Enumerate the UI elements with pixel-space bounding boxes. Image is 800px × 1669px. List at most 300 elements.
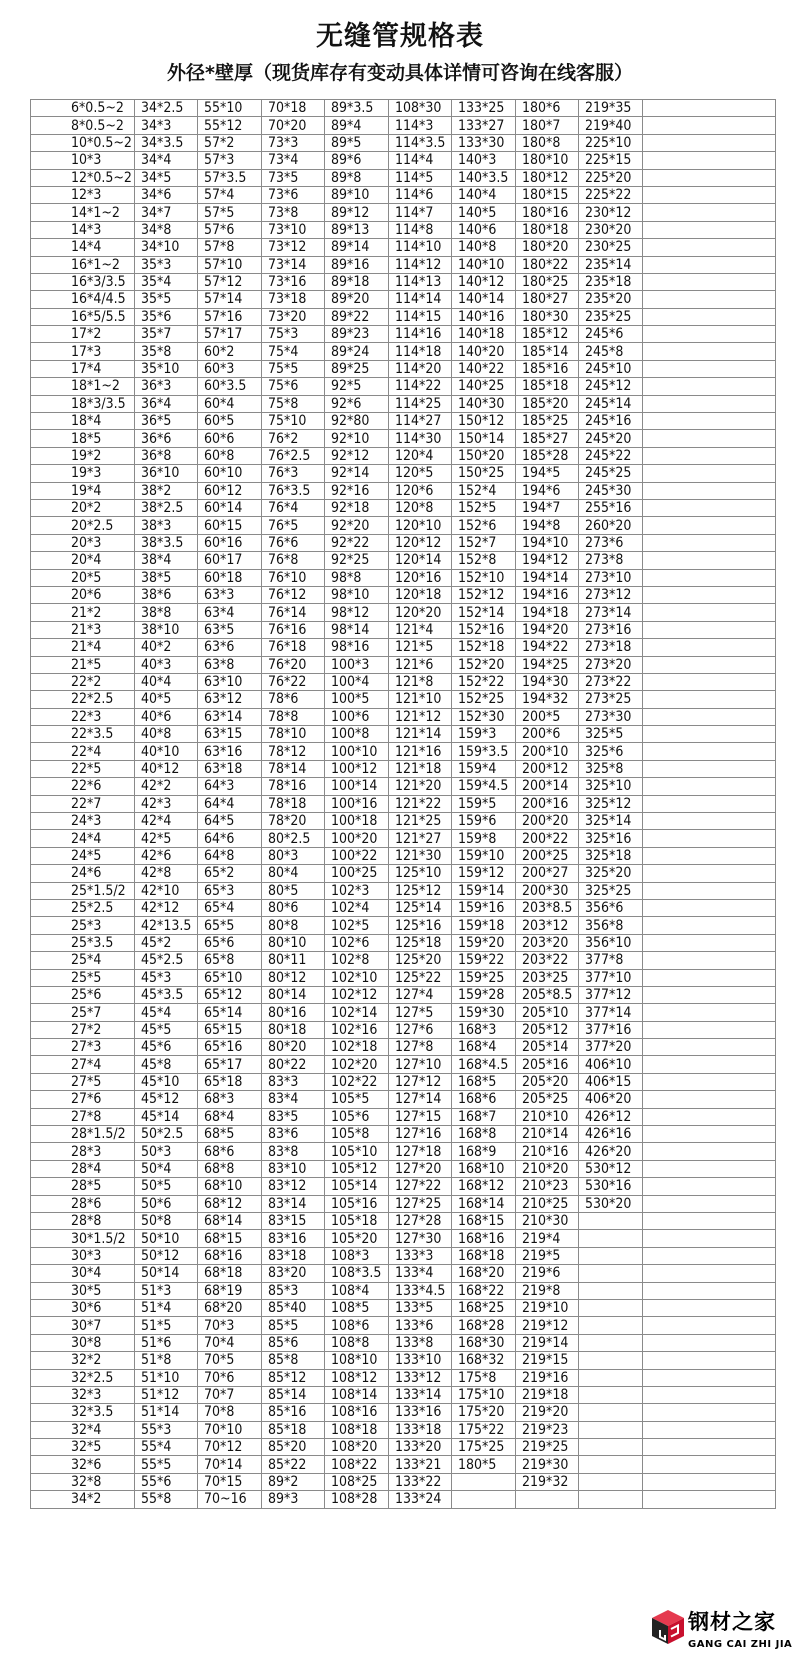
spec-cell: 63*18 [198,760,262,777]
spec-cell: 120*4 [389,447,452,464]
spec-cell: 60*15 [198,517,262,534]
spec-cell: 159*8 [452,830,516,847]
spec-cell: 168*32 [452,1352,516,1369]
spec-cell: 35*10 [135,360,198,377]
spec-cell: 22*3.5 [31,726,135,743]
spec-cell: 108*4 [325,1282,389,1299]
spec-cell: 200*30 [516,882,579,899]
spec-cell: 133*10 [389,1352,452,1369]
spec-cell: 219*40 [579,117,643,134]
spec-cell [452,1491,516,1508]
table-row [31,1021,776,1038]
spec-cell: 45*2 [135,934,198,951]
spec-cell: 25*3.5 [31,934,135,951]
spec-cell: 65*4 [198,899,262,916]
table-row [31,117,776,134]
table-row [31,1421,776,1438]
spec-cell: 273*25 [579,691,643,708]
spec-cell: 73*5 [262,169,325,186]
spec-cell: 60*16 [198,534,262,551]
spec-cell: 152*5 [452,499,516,516]
spec-cell: 260*20 [579,517,643,534]
spec-cell: 114*3 [389,117,452,134]
spec-cell: 150*20 [452,447,516,464]
spec-cell [643,1126,776,1143]
spec-cell: 57*16 [198,308,262,325]
spec-cell: 108*30 [389,100,452,117]
spec-cell [643,1021,776,1038]
spec-cell [643,760,776,777]
spec-cell [643,1439,776,1456]
spec-cell: 92*18 [325,499,389,516]
spec-cell: 92*80 [325,413,389,430]
spec-cell: 180*18 [516,221,579,238]
table-row [31,1317,776,1334]
spec-cell: 194*12 [516,552,579,569]
spec-cell [643,639,776,656]
spec-cell: 235*25 [579,308,643,325]
spec-cell [643,517,776,534]
spec-cell: 51*4 [135,1299,198,1316]
spec-cell [579,1317,643,1334]
spec-cell: 200*22 [516,830,579,847]
spec-cell: 65*10 [198,969,262,986]
spec-cell: 159*6 [452,813,516,830]
spec-cell: 102*14 [325,1004,389,1021]
spec-cell: 68*20 [198,1299,262,1316]
table-row [31,1195,776,1212]
spec-cell: 205*8.5 [516,986,579,1003]
spec-cell: 51*10 [135,1369,198,1386]
spec-cell [643,1160,776,1177]
spec-cell: 114*6 [389,186,452,203]
spec-cell: 80*11 [262,952,325,969]
spec-cell: 34*10 [135,239,198,256]
spec-cell: 68*6 [198,1143,262,1160]
spec-cell: 205*20 [516,1073,579,1090]
spec-cell: 35*3 [135,256,198,273]
spec-cell [643,1386,776,1403]
spec-cell: 159*16 [452,899,516,916]
spec-cell: 168*16 [452,1230,516,1247]
spec-cell: 120*5 [389,465,452,482]
spec-cell: 19*2 [31,447,135,464]
spec-cell: 325*18 [579,847,643,864]
spec-cell: 108*3 [325,1247,389,1264]
spec-cell: 180*20 [516,239,579,256]
spec-cell: 80*3 [262,847,325,864]
spec-cell: 10*0.5~2 [31,134,135,151]
spec-cell: 121*25 [389,813,452,830]
spec-cell: 64*4 [198,795,262,812]
spec-cell: 17*2 [31,326,135,343]
table-row [31,256,776,273]
spec-cell [643,239,776,256]
spec-cell: 140*3.5 [452,169,516,186]
spec-cell: 102*10 [325,969,389,986]
spec-cell: 230*12 [579,204,643,221]
spec-cell: 78*8 [262,708,325,725]
spec-cell: 42*5 [135,830,198,847]
spec-cell: 200*25 [516,847,579,864]
spec-cell: 102*12 [325,986,389,1003]
spec-cell: 68*4 [198,1108,262,1125]
spec-cell: 34*2 [31,1491,135,1508]
spec-cell: 78*18 [262,795,325,812]
table-row [31,639,776,656]
spec-cell: 98*10 [325,586,389,603]
spec-cell: 140*12 [452,273,516,290]
spec-cell: 68*12 [198,1195,262,1212]
spec-cell: 16*4/4.5 [31,291,135,308]
spec-cell: 25*2.5 [31,899,135,916]
table-row [31,552,776,569]
spec-cell: 92*5 [325,378,389,395]
spec-cell: 205*10 [516,1004,579,1021]
spec-cell: 210*23 [516,1178,579,1195]
spec-cell: 200*20 [516,813,579,830]
spec-cell: 6*0.5~2 [31,100,135,117]
spec-cell: 152*4 [452,482,516,499]
spec-cell: 102*22 [325,1073,389,1090]
spec-cell: 185*28 [516,447,579,464]
spec-cell: 219*30 [516,1456,579,1473]
spec-cell: 83*15 [262,1213,325,1230]
spec-cell [643,1056,776,1073]
spec-cell: 57*8 [198,239,262,256]
spec-cell: 65*2 [198,865,262,882]
spec-cell [643,413,776,430]
spec-cell: 55*4 [135,1439,198,1456]
spec-cell: 27*5 [31,1073,135,1090]
spec-cell: 219*4 [516,1230,579,1247]
spec-cell [643,847,776,864]
spec-cell [452,1473,516,1490]
spec-cell: 8*0.5~2 [31,117,135,134]
spec-cell [643,169,776,186]
spec-cell: 120*18 [389,586,452,603]
spec-cell [579,1230,643,1247]
spec-cell: 105*18 [325,1213,389,1230]
spec-cell: 80*4 [262,865,325,882]
spec-cell: 159*10 [452,847,516,864]
table-row [31,360,776,377]
spec-cell: 75*6 [262,378,325,395]
spec-cell: 102*4 [325,899,389,916]
table-row [31,1091,776,1108]
spec-cell: 219*5 [516,1247,579,1264]
spec-cell: 85*20 [262,1439,325,1456]
spec-cell: 36*6 [135,430,198,447]
spec-cell: 168*5 [452,1073,516,1090]
spec-cell: 45*10 [135,1073,198,1090]
spec-cell: 68*19 [198,1282,262,1299]
spec-cell [579,1352,643,1369]
spec-cell: 100*22 [325,847,389,864]
spec-cell: 76*2.5 [262,447,325,464]
spec-cell: 70*8 [198,1404,262,1421]
spec-cell: 120*10 [389,517,452,534]
spec-cell: 80*14 [262,986,325,1003]
spec-cell: 127*18 [389,1143,452,1160]
spec-cell: 57*4 [198,186,262,203]
spec-cell: 89*10 [325,186,389,203]
spec-cell: 120*8 [389,499,452,516]
spec-cell: 168*20 [452,1265,516,1282]
spec-cell: 159*22 [452,952,516,969]
spec-cell: 50*10 [135,1230,198,1247]
spec-cell: 60*4 [198,395,262,412]
spec-cell [643,273,776,290]
spec-cell: 100*3 [325,656,389,673]
spec-cell: 85*18 [262,1421,325,1438]
spec-cell: 406*20 [579,1091,643,1108]
spec-cell: 70*3 [198,1317,262,1334]
spec-cell: 45*8 [135,1056,198,1073]
spec-cell: 70~16 [198,1491,262,1508]
spec-cell: 121*18 [389,760,452,777]
spec-cell: 114*13 [389,273,452,290]
spec-cell: 73*3 [262,134,325,151]
spec-cell: 159*5 [452,795,516,812]
spec-cell: 121*16 [389,743,452,760]
spec-cell: 57*12 [198,273,262,290]
spec-cell [643,1108,776,1125]
spec-cell: 25*4 [31,952,135,969]
spec-cell: 114*8 [389,221,452,238]
spec-cell: 377*8 [579,952,643,969]
spec-cell: 14*3 [31,221,135,238]
spec-cell: 356*10 [579,934,643,951]
spec-cell: 19*3 [31,465,135,482]
spec-cell: 34*5 [135,169,198,186]
spec-cell: 68*18 [198,1265,262,1282]
spec-cell: 100*8 [325,726,389,743]
spec-cell: 108*25 [325,1473,389,1490]
spec-cell: 83*5 [262,1108,325,1125]
spec-cell: 168*22 [452,1282,516,1299]
spec-cell [643,1456,776,1473]
spec-cell: 194*5 [516,465,579,482]
spec-cell: 140*18 [452,326,516,343]
spec-cell [643,447,776,464]
table-row [31,1369,776,1386]
spec-cell: 150*14 [452,430,516,447]
spec-cell: 325*10 [579,778,643,795]
spec-cell: 273*22 [579,673,643,690]
spec-cell: 120*16 [389,569,452,586]
spec-cell: 140*5 [452,204,516,221]
table-row [31,1230,776,1247]
spec-cell: 102*20 [325,1056,389,1073]
table-row [31,1126,776,1143]
spec-cell: 45*4 [135,1004,198,1021]
spec-cell: 245*8 [579,343,643,360]
spec-cell: 34*6 [135,186,198,203]
spec-cell: 152*20 [452,656,516,673]
spec-cell: 168*4.5 [452,1056,516,1073]
spec-cell: 98*8 [325,569,389,586]
table-row [31,186,776,203]
spec-cell: 25*1.5/2 [31,882,135,899]
spec-cell: 159*20 [452,934,516,951]
spec-cell: 108*16 [325,1404,389,1421]
spec-cell: 63*6 [198,639,262,656]
spec-cell: 100*18 [325,813,389,830]
spec-cell: 133*8 [389,1334,452,1351]
spec-cell: 55*5 [135,1456,198,1473]
spec-cell [643,343,776,360]
spec-cell: 70*12 [198,1439,262,1456]
spec-cell: 127*28 [389,1213,452,1230]
spec-cell: 83*14 [262,1195,325,1212]
spec-cell: 42*13.5 [135,917,198,934]
spec-cell [643,586,776,603]
spec-cell: 105*20 [325,1230,389,1247]
spec-cell: 377*10 [579,969,643,986]
spec-cell: 114*20 [389,360,452,377]
spec-cell [643,899,776,916]
spec-cell: 152*8 [452,552,516,569]
spec-cell [643,691,776,708]
table-row [31,1386,776,1403]
spec-cell: 108*20 [325,1439,389,1456]
spec-cell: 105*12 [325,1160,389,1177]
spec-cell: 203*22 [516,952,579,969]
spec-cell: 73*12 [262,239,325,256]
spec-cell: 133*4.5 [389,1282,452,1299]
spec-cell: 65*12 [198,986,262,1003]
spec-cell: 89*22 [325,308,389,325]
spec-cell: 51*3 [135,1282,198,1299]
spec-cell: 168*30 [452,1334,516,1351]
spec-cell: 100*20 [325,830,389,847]
spec-cell: 60*2 [198,343,262,360]
spec-cell: 168*28 [452,1317,516,1334]
table-row [31,969,776,986]
spec-cell: 57*3.5 [198,169,262,186]
spec-cell: 159*12 [452,865,516,882]
spec-cell: 57*10 [198,256,262,273]
spec-cell: 102*18 [325,1039,389,1056]
spec-cell: 50*14 [135,1265,198,1282]
spec-cell: 21*3 [31,621,135,638]
spec-cell [643,917,776,934]
cube-logo-icon [650,1609,686,1645]
spec-cell: 57*2 [198,134,262,151]
spec-cell: 105*5 [325,1091,389,1108]
spec-cell: 219*32 [516,1473,579,1490]
spec-cell: 273*12 [579,586,643,603]
spec-cell: 325*5 [579,726,643,743]
spec-cell: 168*10 [452,1160,516,1177]
spec-cell [579,1334,643,1351]
spec-cell: 80*8 [262,917,325,934]
page-subtitle: 外径*壁厚（现货库存有变动具体详情可咨询在线客服） [167,62,633,84]
spec-cell: 30*4 [31,1265,135,1282]
spec-cell: 42*4 [135,813,198,830]
spec-cell: 219*8 [516,1282,579,1299]
spec-cell: 92*10 [325,430,389,447]
spec-cell: 152*30 [452,708,516,725]
spec-cell: 102*5 [325,917,389,934]
spec-cell: 80*12 [262,969,325,986]
spec-cell: 159*25 [452,969,516,986]
spec-cell [643,726,776,743]
spec-cell: 60*17 [198,552,262,569]
spec-cell [643,934,776,951]
spec-cell [579,1439,643,1456]
spec-cell: 140*4 [452,186,516,203]
table-row [31,204,776,221]
spec-cell: 30*1.5/2 [31,1230,135,1247]
spec-cell: 68*15 [198,1230,262,1247]
spec-cell: 121*8 [389,673,452,690]
table-row [31,1160,776,1177]
spec-cell: 42*12 [135,899,198,916]
spec-cell [643,1195,776,1212]
spec-cell: 25*3 [31,917,135,934]
spec-cell [643,117,776,134]
spec-cell: 530*12 [579,1160,643,1177]
spec-cell: 185*16 [516,360,579,377]
spec-cell: 63*3 [198,586,262,603]
spec-cell: 245*6 [579,326,643,343]
spec-cell: 127*14 [389,1091,452,1108]
spec-cell: 80*5 [262,882,325,899]
spec-cell: 194*18 [516,604,579,621]
spec-cell: 121*22 [389,795,452,812]
spec-cell: 78*6 [262,691,325,708]
table-row [31,134,776,151]
table-row [31,917,776,934]
spec-cell: 92*25 [325,552,389,569]
table-row [31,343,776,360]
spec-cell: 325*8 [579,760,643,777]
spec-cell: 121*12 [389,708,452,725]
spec-cell: 152*10 [452,569,516,586]
spec-cell: 65*15 [198,1021,262,1038]
spec-cell: 89*2 [262,1473,325,1490]
table-row [31,795,776,812]
spec-cell: 80*20 [262,1039,325,1056]
spec-cell: 55*10 [198,100,262,117]
spec-cell: 22*2.5 [31,691,135,708]
spec-cell: 20*2 [31,499,135,516]
spec-cell: 194*25 [516,656,579,673]
spec-cell [643,1352,776,1369]
spec-cell: 65*18 [198,1073,262,1090]
spec-table-body [31,100,776,1509]
spec-cell: 76*4 [262,499,325,516]
spec-cell: 168*4 [452,1039,516,1056]
spec-cell: 180*16 [516,204,579,221]
spec-cell [643,1473,776,1490]
spec-cell [643,204,776,221]
spec-cell: 34*3.5 [135,134,198,151]
table-row [31,517,776,534]
spec-cell: 185*25 [516,413,579,430]
spec-cell [643,465,776,482]
spec-cell [643,1317,776,1334]
spec-cell: 80*18 [262,1021,325,1038]
spec-cell: 55*3 [135,1421,198,1438]
spec-cell: 80*2.5 [262,830,325,847]
spec-cell [643,743,776,760]
spec-cell: 83*8 [262,1143,325,1160]
spec-cell: 85*22 [262,1456,325,1473]
spec-cell: 175*20 [452,1404,516,1421]
